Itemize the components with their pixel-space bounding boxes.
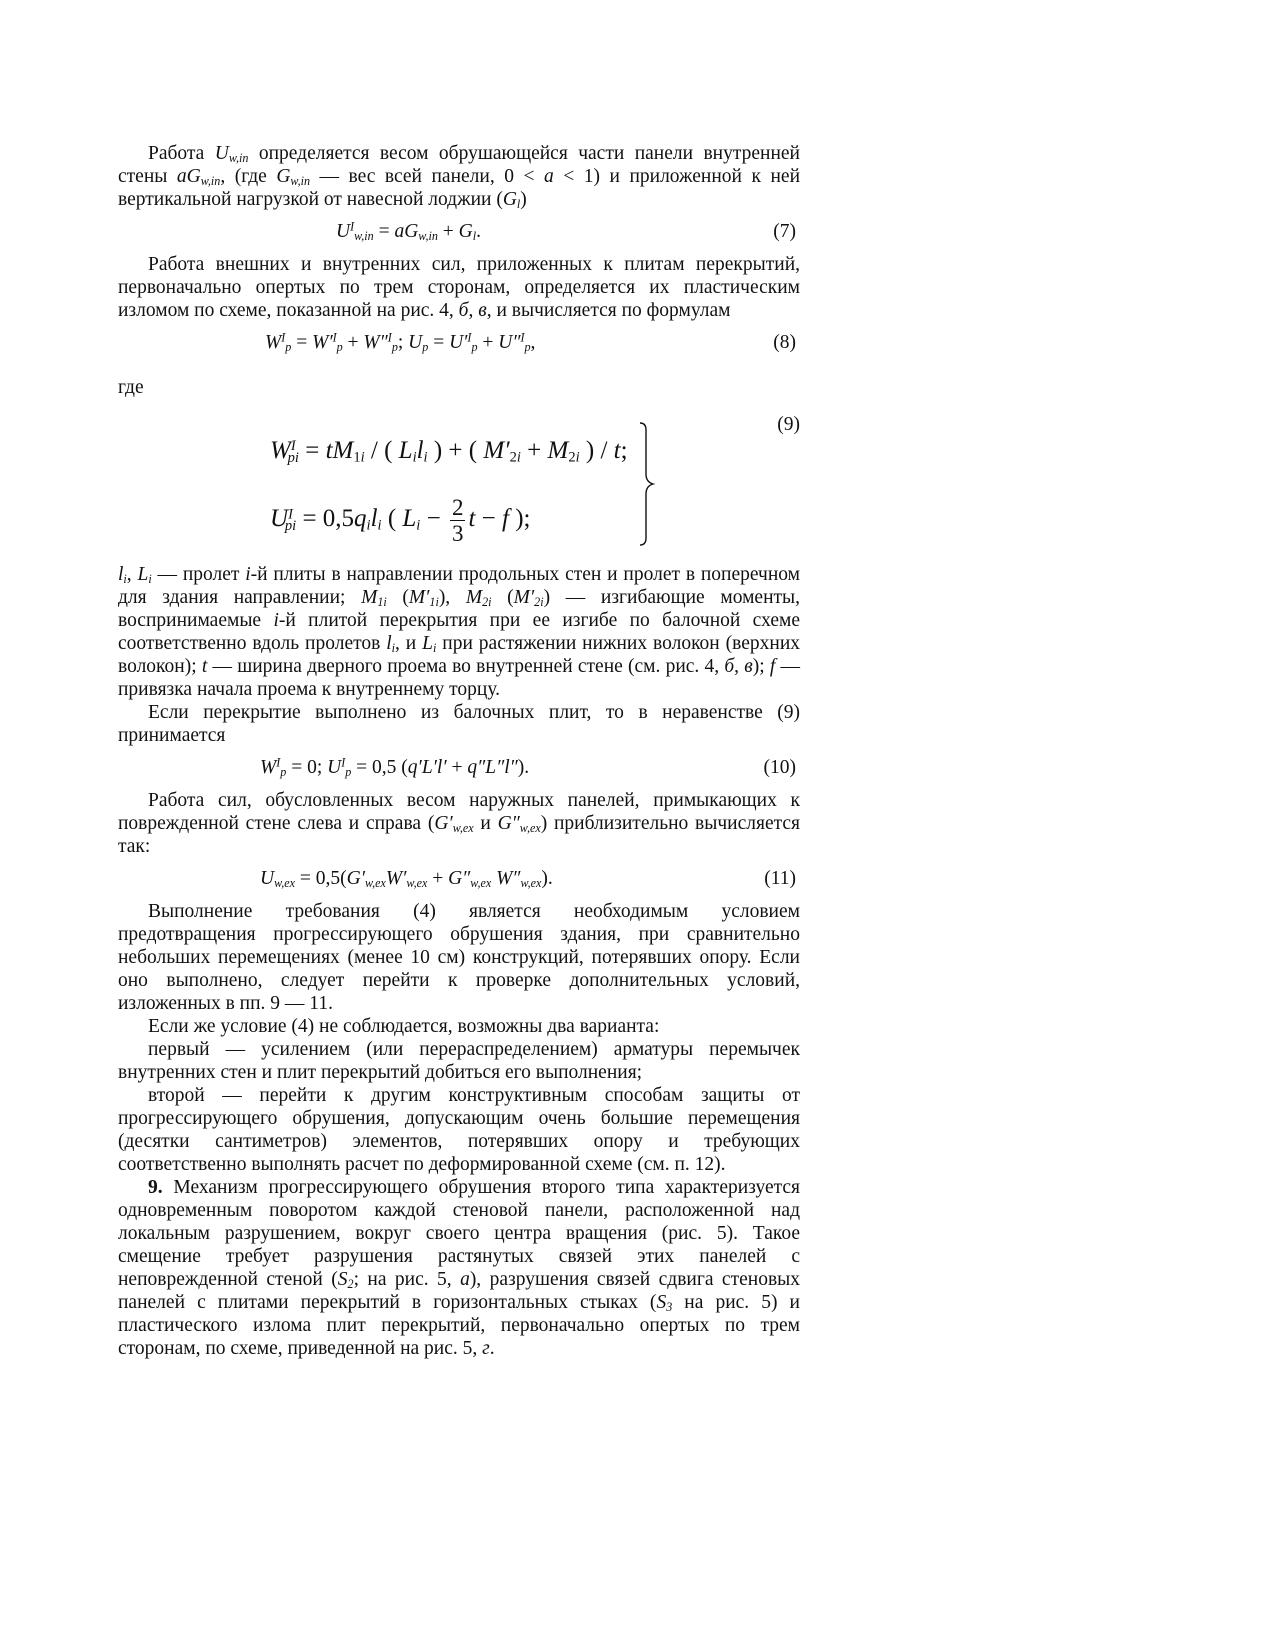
paragraph-two-variants: Если же условие (4) не соблюдается, возможны два варианта:	[148, 1016, 660, 1037]
paragraph-outer-panels: Работа сил, обусловленных весом наружных панелей, примыкающих к поврежденной стене слева и справа ($G'_{w,ex}$ и $G''_{w,ex}$) приблизительно вычисляется так:	[118, 790, 800, 857]
paragraph-plates-work: Работа внешних и внутренних сил, приложенных к плитам перекрытий, первоначально опертых по трем сторонам, определяется их пластическим изломом по схеме, показанной на рис. 4, б, в, и вычисляется по формулам	[118, 254, 800, 321]
equation-8: $W^I_p = W'^I_p + W''^I_p$; $U_p = U'^I_p + U''^I_p$, (8)	[265, 330, 796, 355]
paragraph-requirement-4: Выполнение требования (4) является необходимым условием предотвращения прогрессирующего обрушения здания, при сравнительно небольших перемещениях (менее 10 см) конструкций, потерявших опору. Если оно выполнено, следует перейти к проверке дополнительных условий, изложенных в пп. 9 — 11.	[118, 901, 800, 1014]
paragraph-variant-second: второй — перейти к другим конструктивным способам защиты от прогрессирующего обрушения, допускающим очень большие перемещения (десятки сантиметров) элементов, потерявших опору и требующих соответственно выполнять расчет по деформированной схеме (см. п. 12).	[118, 1085, 800, 1175]
equation-number: (9)	[777, 414, 800, 435]
paragraph-work-uwin: Работа $U_{w,in}$ определяется весом обрушающейся части панели внутренней стены $aG_{w,in}$, (где $G_{w,in}$ — вес всей панели, 0 < a < 1) и приложенной к ней вертикальной нагрузкой от навесной лоджии $(G_l)$	[118, 143, 801, 212]
equation-number: (11)	[764, 868, 796, 889]
paragraph-clause-9: 9. Механизм прогрессирующего обрушения второго типа характеризуется одновременным поворотом каждой стеновой панели, расположенной над локальным разрушением, вокруг своего центра вращения (рис. 5). Такое смещение требует разрушения растянутых связей этих панелей с неповрежденной стеной ($S_2$; на рис. 5, а), разрушения связей сдвига стеновых панелей с плитами перекрытий в горизонтальных стыках ($S_3$ на рис. 5) и пластического излома плит перекрытий, первоначально опертых по трем сторонам, по схеме, приведенной на рис. 5, г.	[118, 1177, 800, 1359]
equation-10: $W^I_p = 0$; $U^I_p = 0,5$ (q′L′l′ + q″L″l″). (10)	[260, 755, 796, 780]
paragraph-beam-plates: Если перекрытие выполнено из балочных плит, то в неравенстве (9) принимается	[118, 702, 800, 746]
equation-7: $U^I_{w,in} = aG_{w,in} + G_l$. (7)	[336, 219, 796, 244]
clause-number: 9.	[148, 1177, 163, 1198]
equation-11: $U_{w,ex} = 0,5(G'_{w,ex}W'_{w,ex} + G''_{w,ex}$ $W''_{w,ex}$). (11)	[260, 868, 796, 891]
paragraph-definitions: $l_i$, $L_i$ — пролет i-й плиты в направлении продольных стен и пролет в поперечном для здания направлении; $M_{1i}$ $(M'_{1i})$, $M_{2i}$ $(M'_{2i})$ — изгибающие моменты, воспринимаемые i-й плитой перекрытия при ее изгибе по балочной схеме соответственно вдоль пролетов $l_i$, и $L_i$ при растяжении нижних волокон (верхних волокон); t — ширина дверного проема во внутренней стене (см. рис. 4, б, в); f — привязка начала проема к внутреннему торцу.	[118, 564, 801, 700]
paragraph-variant-first: первый — усилением (или перераспределением) арматуры перемычек внутренних стен и плит перекрытий добиться его выполнения;	[118, 1039, 800, 1083]
equation-9	[118, 399, 800, 559]
equation-number: (10)	[763, 757, 796, 778]
formula-line-w: $W^I_{pi} = tM_{1i}$ / ( $L_il_i$ ) + ( $M'_{2i} + M_{2i}$ ) / t;	[270, 437, 628, 466]
equation-number: (7)	[773, 221, 796, 242]
right-brace-icon	[638, 422, 658, 546]
document-page	[118, 142, 800, 1360]
equation-number: (8)	[773, 332, 796, 353]
formula-line-u: $U^I_{pi} = 0,5q_il_i$ ( $L_i$ − $\frac{2}{3}$ t − f );	[270, 495, 531, 546]
where-label: где	[118, 377, 144, 398]
